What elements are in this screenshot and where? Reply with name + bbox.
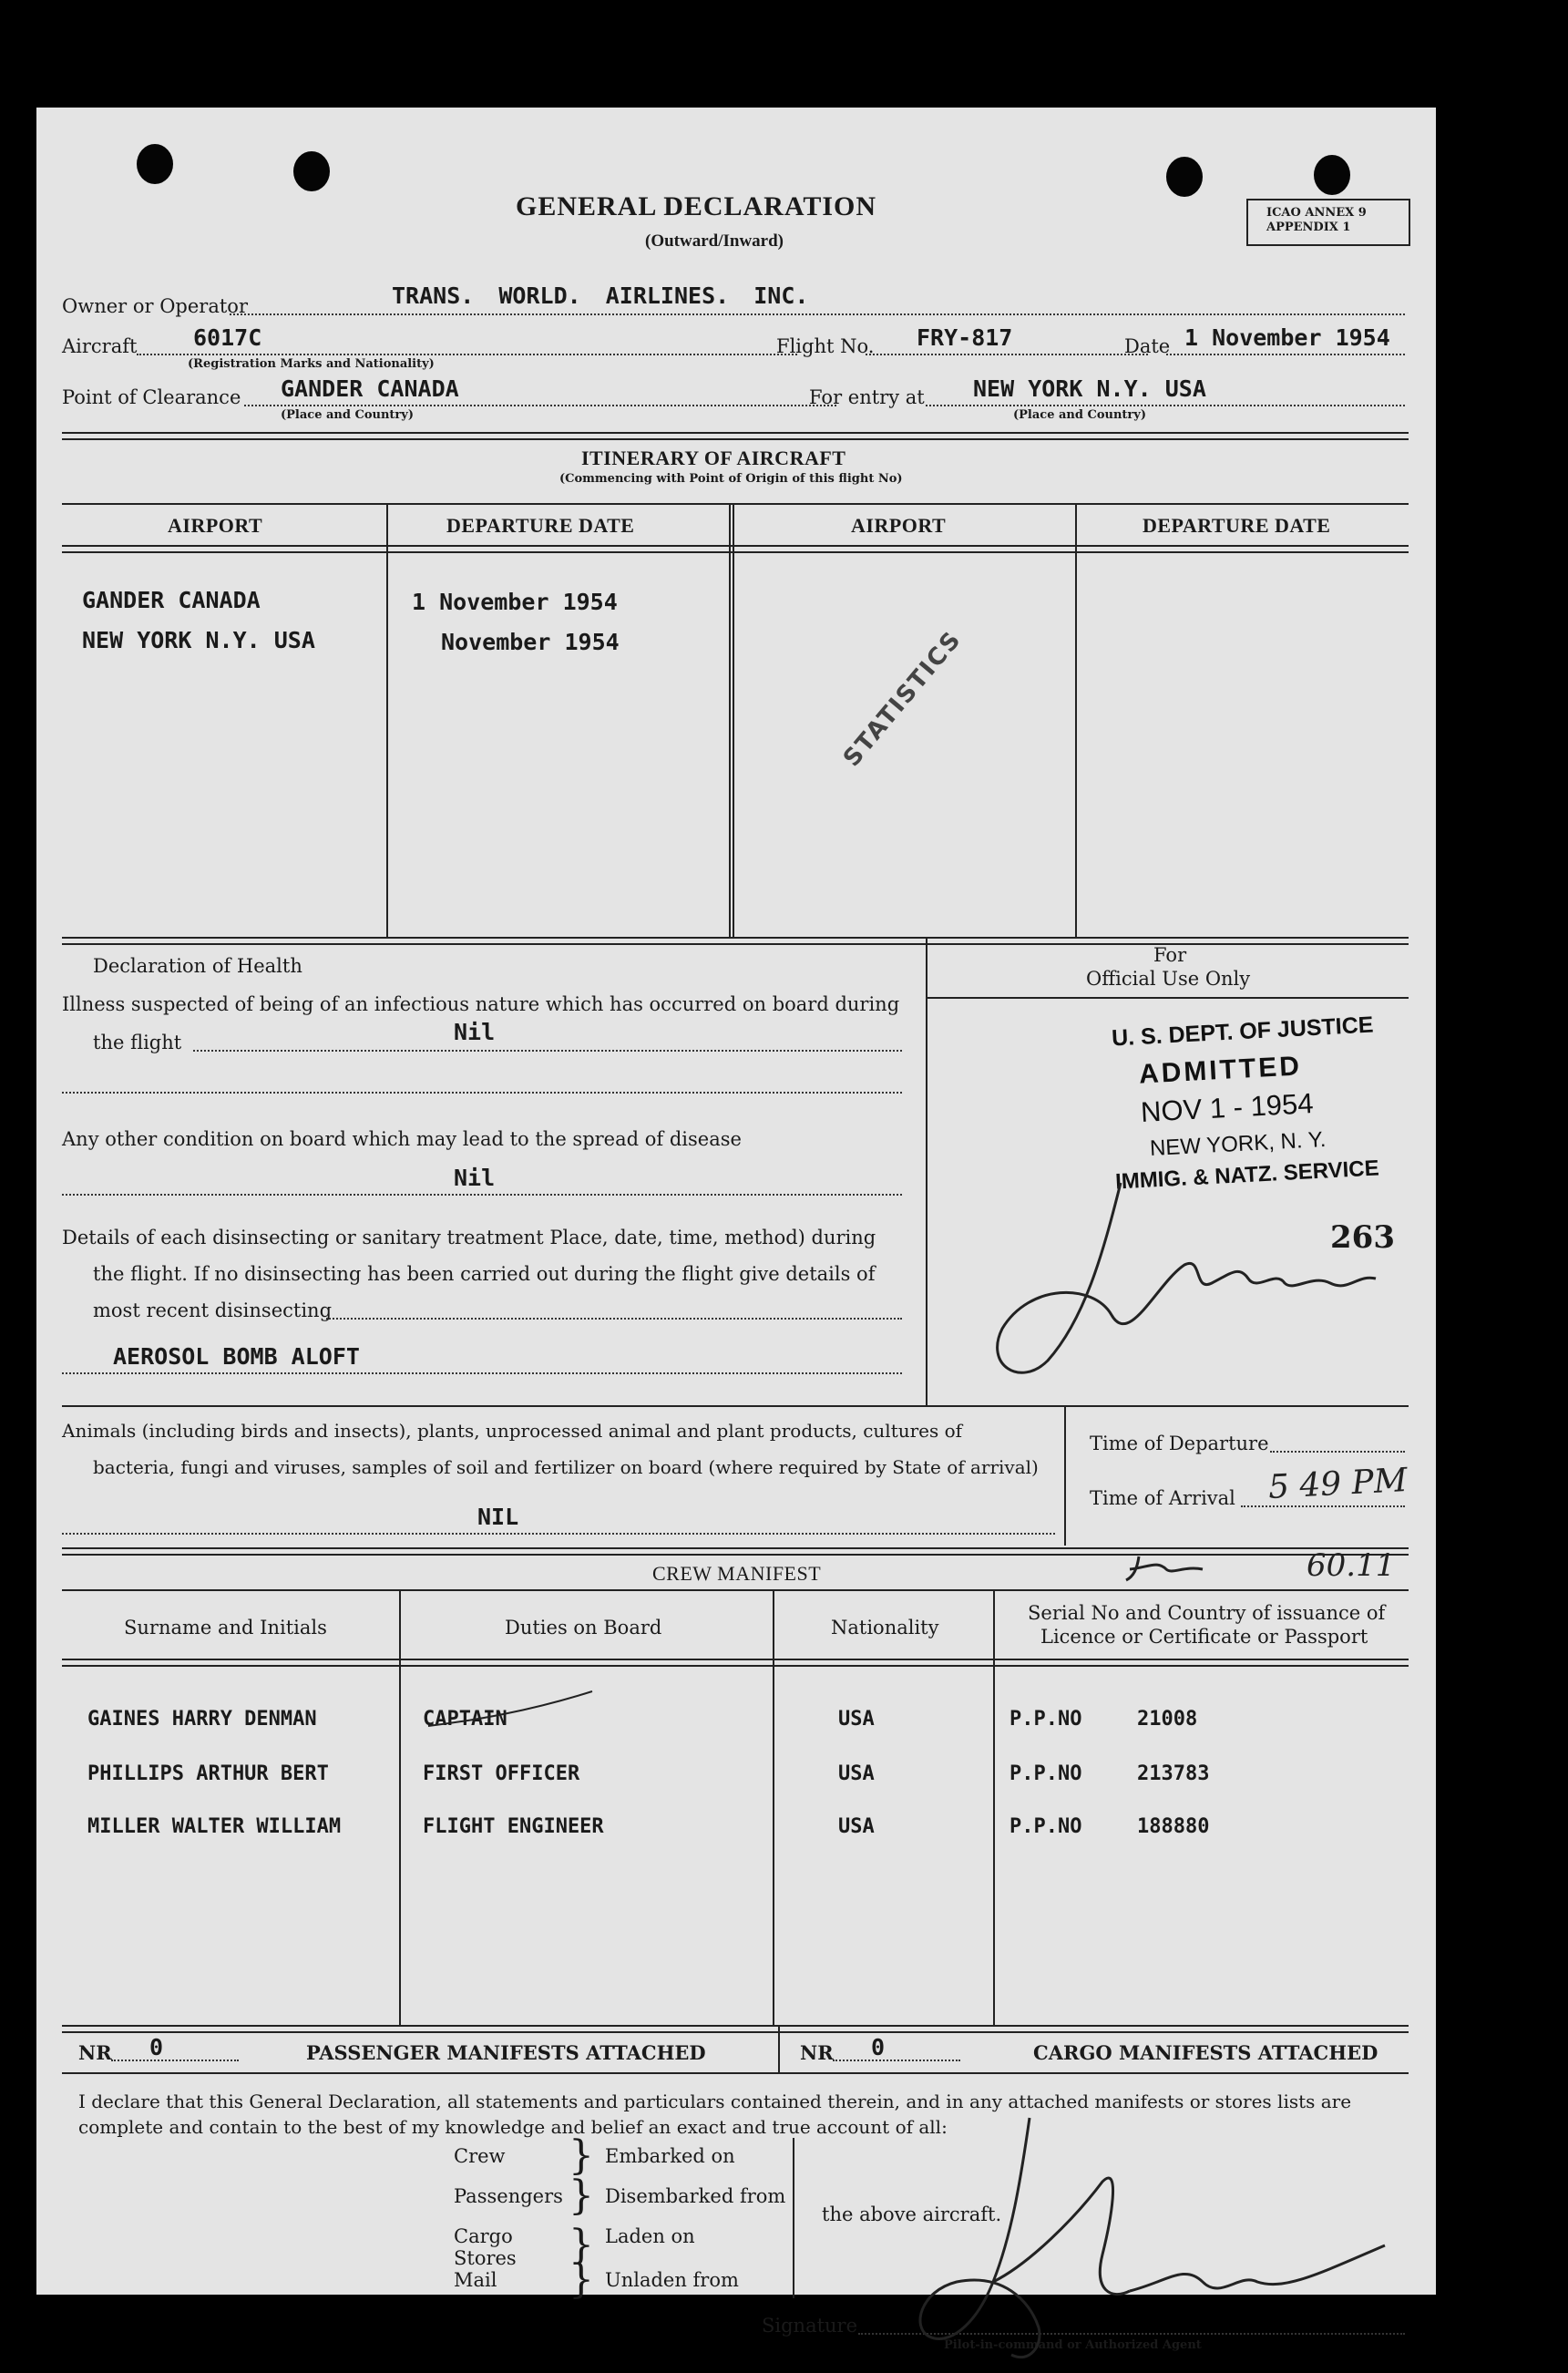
rule [62, 1589, 1409, 1591]
entry-label: For entry at [809, 386, 925, 408]
clearance-label: Point of Clearance [62, 386, 241, 408]
justice-stamp-admitted: ADMITTED [1138, 1051, 1303, 1090]
col-divider [778, 2025, 780, 2074]
col-divider [926, 937, 927, 1405]
passenger-nr-underline [111, 2060, 239, 2061]
cargo-nr-label: NR [800, 2041, 834, 2064]
rule [926, 997, 1409, 999]
declaration-passengers: Passengers [454, 2185, 563, 2207]
rule [62, 503, 1409, 505]
bracket-line [793, 2138, 794, 2298]
animals-line1: Animals (including birds and insects), plants, unprocessed animal and plant products, cultures of [62, 1420, 963, 1442]
crew-title: CREW MANIFEST [652, 1562, 822, 1585]
col-divider [729, 503, 731, 939]
health-q3-line2: the flight. If no disinsecting has been carried out during the flight give details of [93, 1263, 876, 1285]
health-q1-underline [193, 1050, 902, 1052]
declaration-disembarked: Disembarked from [605, 2185, 786, 2207]
official-label-1: For [1153, 944, 1187, 966]
declaration-embarked: Embarked on [605, 2145, 735, 2167]
crew-serial-3: 188880 [1137, 1815, 1210, 1838]
crew-serial-1: 21008 [1137, 1708, 1198, 1731]
flight-underline [866, 354, 1148, 355]
cargo-manifest-label: CARGO MANIFESTS ATTACHED [1033, 2041, 1378, 2064]
itinerary-date-2: November 1954 [441, 629, 620, 655]
health-a1: Nil [454, 1019, 496, 1045]
crew-header-serial-1: Serial No and Country of issuance of [1028, 1602, 1386, 1624]
form-subtitle: (Outward/Inward) [645, 231, 784, 251]
col-divider [773, 1589, 774, 2027]
brace: } [569, 2256, 594, 2303]
arrival-underline [1241, 1505, 1405, 1507]
rule [62, 937, 1409, 945]
icao-box [1246, 199, 1410, 246]
captain-pen-mark [419, 1688, 601, 1733]
clearance-note: (Place and Country) [281, 408, 414, 422]
flight-value: FRY-817 [917, 324, 1013, 351]
rule [62, 1405, 1409, 1407]
passenger-manifest-label: PASSENGER MANIFESTS ATTACHED [306, 2041, 706, 2064]
itinerary-header-date-2: DEPARTURE DATE [1143, 514, 1331, 537]
declaration-aircraft: the above aircraft. [822, 2204, 1002, 2225]
handwritten-note: 60.11 [1307, 1547, 1396, 1584]
crew-duty-1: CAPTAIN [423, 1708, 507, 1731]
crew-header-name: Surname and Initials [124, 1617, 327, 1638]
punch-hole [1314, 155, 1350, 195]
col-divider [733, 503, 734, 939]
declaration-unladen: Unladen from [605, 2269, 739, 2291]
flight-label: Flight No. [776, 335, 875, 357]
health-title: Declaration of Health [93, 955, 302, 977]
health-q1-underline-2 [62, 1092, 902, 1094]
itinerary-airport-1: GANDER CANADA [82, 587, 261, 613]
animals-underline [62, 1533, 1055, 1535]
col-divider [386, 503, 388, 939]
punch-hole [293, 151, 330, 191]
declaration-laden: Laden on [605, 2225, 695, 2247]
departure-label: Time of Departure [1090, 1433, 1269, 1454]
punch-hole [137, 144, 173, 184]
entry-note: (Place and Country) [1013, 408, 1146, 422]
crew-serial-2: 213783 [1137, 1762, 1210, 1785]
health-q2-underline [62, 1194, 902, 1196]
crew-header-serial-2: Licence or Certificate or Passport [1040, 1626, 1368, 1648]
health-q3-line1: Details of each disinsecting or sanitary treatment Place, date, time, method) during [62, 1227, 876, 1248]
brace: } [569, 2222, 594, 2268]
cargo-nr-underline [833, 2060, 960, 2061]
declaration-form [36, 108, 1436, 2352]
brace: } [569, 2173, 594, 2219]
col-divider [1075, 503, 1077, 939]
health-q2: Any other condition on board which may lead to the spread of disease [62, 1128, 742, 1150]
passenger-count: 0 [149, 2034, 164, 2060]
health-q3-underline-2 [62, 1372, 902, 1374]
crew-name-2: PHILLIPS ARTHUR BERT [87, 1762, 329, 1785]
justice-stamp-city: NEW YORK, N. Y. [1149, 1126, 1327, 1162]
date-label: Date [1124, 335, 1171, 357]
crew-duty-2: FIRST OFFICER [423, 1762, 580, 1785]
clearance-underline [244, 405, 836, 406]
statistics-stamp: STATISTICS [838, 625, 968, 773]
crew-nationality-3: USA [838, 1815, 875, 1838]
crew-name-1: GAINES HARRY DENMAN [87, 1708, 317, 1731]
itinerary-title: ITINERARY OF AIRCRAFT [581, 447, 846, 469]
form-title: GENERAL DECLARATION [516, 191, 877, 221]
justice-stamp-service: IMMIG. & NATZ. SERVICE [1114, 1156, 1380, 1195]
rule [62, 432, 1409, 440]
date-value: 1 November 1954 [1184, 324, 1390, 351]
clearance-value: GANDER CANADA [281, 375, 459, 402]
icao-annex: ICAO ANNEX 9 [1266, 206, 1367, 220]
itinerary-date-1: 1 November 1954 [412, 589, 618, 615]
justice-stamp-date: NOV 1 - 1954 [1140, 1087, 1315, 1128]
date-underline [1166, 354, 1405, 355]
crew-name-3: MILLER WALTER WILLIAM [87, 1815, 342, 1838]
health-q1-line1: Illness suspected of being of an infectious nature which has occurred on board during [62, 993, 900, 1015]
declaration-stores: Stores [454, 2247, 517, 2269]
declaration-crew: Crew [454, 2145, 506, 2167]
health-q1-line2: the flight [93, 1032, 182, 1053]
crew-nationality-1: USA [838, 1708, 875, 1731]
crew-doc-1: P.P.NO [1009, 1708, 1082, 1731]
col-divider [993, 1589, 995, 2027]
crew-header-duty: Duties on Board [505, 1617, 662, 1638]
stamp-number: 263 [1330, 1219, 1395, 1256]
brace: } [569, 2132, 594, 2179]
owner-underline [230, 313, 1405, 315]
rule [62, 2025, 1409, 2033]
itinerary-header-airport-2: AIRPORT [851, 514, 947, 537]
signature-note: Pilot-in-command or Authorized Agent [944, 2338, 1202, 2352]
itinerary-header-airport: AIRPORT [168, 514, 263, 537]
itinerary-airport-2: NEW YORK N.Y. USA [82, 627, 315, 653]
arrival-label: Time of Arrival [1090, 1487, 1235, 1509]
owner-value: TRANS. WORLD. AIRLINES. INC. [392, 282, 809, 309]
declaration-mail: Mail [454, 2269, 497, 2291]
arrival-value: 5 49 PM [1267, 1462, 1409, 1506]
health-q3-line3: most recent disinsecting [93, 1300, 333, 1321]
health-a3: AEROSOL BOMB ALOFT [113, 1343, 360, 1370]
pilot-signature [893, 2109, 1403, 2373]
animals-value: NIL [477, 1504, 519, 1530]
crew-doc-2: P.P.NO [1009, 1762, 1082, 1785]
icao-appendix: APPENDIX 1 [1266, 221, 1351, 234]
passenger-nr-label: NR [78, 2041, 112, 2064]
declaration-line2: complete and contain to the best of my knowledge and belief an exact and true account of all: [78, 2116, 948, 2138]
entry-value: NEW YORK N.Y. USA [973, 375, 1206, 402]
crew-nationality-2: USA [838, 1762, 875, 1785]
departure-underline [1270, 1451, 1405, 1453]
animals-line2: bacteria, fungi and viruses, samples of soil and fertilizer on board (where required by State of arrival) [93, 1456, 1039, 1478]
aircraft-note: (Registration Marks and Nationality) [188, 357, 435, 371]
health-a2: Nil [454, 1165, 496, 1191]
declaration-cargo: Cargo [454, 2225, 513, 2247]
crew-header-nationality: Nationality [831, 1617, 939, 1638]
itinerary-note: (Commencing with Point of Origin of this flight No) [559, 472, 903, 486]
aircraft-underline [137, 354, 797, 355]
itinerary-header-date: DEPARTURE DATE [446, 514, 635, 537]
owner-label: Owner or Operator [62, 295, 248, 317]
declaration-line1: I declare that this General Declaration, all statements and particulars contained therein, and in any attached manifests or stores lists are [78, 2090, 1352, 2112]
crew-doc-3: P.P.NO [1009, 1815, 1082, 1838]
health-q3-underline [326, 1318, 902, 1320]
rule [62, 2072, 1409, 2074]
official-signature [966, 1156, 1403, 1392]
rule [62, 1659, 1409, 1667]
rule [62, 1547, 1409, 1556]
rule [62, 545, 1409, 553]
aircraft-label: Aircraft [62, 335, 138, 357]
col-divider [399, 1589, 401, 2027]
official-label-2: Official Use Only [1086, 968, 1251, 990]
entry-underline [926, 405, 1405, 406]
crew-duty-3: FLIGHT ENGINEER [423, 1815, 604, 1838]
justice-stamp-line1: U. S. DEPT. OF JUSTICE [1111, 1012, 1375, 1052]
punch-hole [1166, 157, 1203, 197]
signature-label: Signature [762, 2315, 858, 2337]
aircraft-value: 6017C [193, 324, 262, 351]
col-divider [1064, 1405, 1066, 1546]
cargo-count: 0 [871, 2034, 886, 2060]
